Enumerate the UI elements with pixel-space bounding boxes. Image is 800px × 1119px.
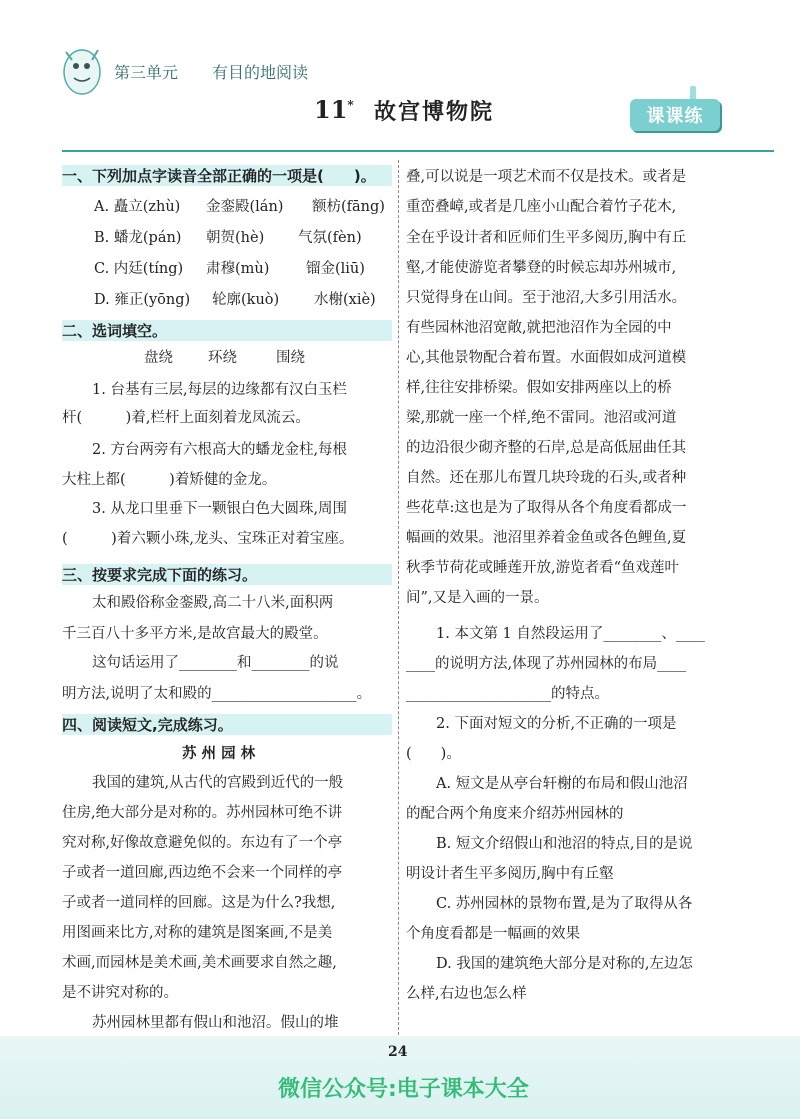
header-rule [62, 150, 774, 152]
rq-line-4: 2. 下面对短文的分析,不正确的一项是 [436, 716, 677, 732]
right-line-8: 样,往往安排桥梁。假如安排两座以上的桥 [406, 380, 672, 396]
rq-line-1: 1. 本文第 1 自然段运用了________、____ [436, 626, 705, 642]
lesson-number: 11* [314, 95, 354, 124]
mascot-icon [56, 40, 108, 100]
lesson-title: 故宫博物院 [374, 99, 495, 125]
passage-line-2: 住房,绝大部分是对称的。苏州园林可绝不讲 [62, 805, 343, 821]
unit-subtitle: 有目的地阅读 [212, 63, 309, 82]
right-line-11: 自然。还在那儿布置几块玲珑的石头,或者种 [406, 470, 687, 486]
rq-line-3: ____________________的特点。 [406, 686, 609, 702]
right-line-3: 全在乎设计者和匠师们生平多阅历,胸中有丘 [406, 230, 687, 246]
passage-line-5: 子或者一道同样的回廊。这是为什么?我想, [62, 895, 336, 911]
right-line-1: 叠,可以说是一项艺术而不仅是技术。或者是 [406, 169, 687, 185]
q1-option-a1: A. 矗立(zhù) [94, 199, 181, 215]
column-divider [398, 160, 400, 1040]
right-line-2: 重峦叠嶂,或者是几座小山配合着竹子花木, [406, 199, 677, 215]
page-number: 24 [388, 1044, 408, 1060]
q3-line-1: 太和殿俗称金銮殿,高二十八米,面积两 [92, 595, 334, 611]
q2-line-2: 杆( )着,栏杆上面刻着龙凤流云。 [62, 410, 310, 426]
q1-title: 一、下列加点字读音全部正确的一项是( )。 [62, 165, 392, 186]
q3-line-3: 这句话运用了________和________的说 [92, 655, 339, 671]
q4-title: 四、阅读短文,完成练习。 [62, 714, 392, 735]
q2-word-1: 盘绕 [144, 350, 173, 366]
passage-line-3: 究对称,好像故意避免似的。东边有了一个亭 [62, 835, 343, 851]
passage-line-6: 用图画来比方,对称的建筑是图案画,不是美 [62, 925, 333, 941]
q1-option-d3: 水榭(xiè) [314, 292, 376, 308]
right-line-4: 壑,才能使游览者攀登的时候忘却苏州城市, [406, 260, 677, 276]
passage-line-7: 术画,而园林是美术画,美术画要求自然之趣, [62, 955, 337, 971]
unit-label: 第三单元 [114, 63, 179, 82]
rq-option-a1: A. 短文是从亭台轩榭的布局和假山池沼 [436, 776, 688, 792]
q2-title: 二、选词填空。 [62, 320, 392, 341]
q2-line-3: 2. 方台两旁有六根高大的蟠龙金柱,每根 [92, 442, 348, 458]
q3-title: 三、按要求完成下面的练习。 [62, 564, 392, 585]
right-line-10: 的边沿很少砌齐整的石岸,总是高低屈曲任其 [406, 440, 687, 456]
right-line-14: 秋季节荷花或睡莲开放,游览者看“鱼戏莲叶 [406, 560, 680, 576]
passage-line-8: 是不讲究对称的。 [62, 985, 178, 1001]
q2-word-3: 围绕 [276, 350, 305, 366]
q1-option-d1: D. 雍正(yōng) [94, 292, 191, 308]
rq-option-a2: 的配合两个角度来介绍苏州园林的 [406, 806, 624, 822]
right-line-12: 些花草:这也是为了取得从各个角度看都成一 [406, 500, 687, 516]
q2-line-4: 大柱上都( )着矫健的金龙。 [62, 472, 277, 488]
passage-title: 苏 州 园 林 [182, 745, 256, 762]
q2-line-6: ( )着六颗小珠,龙头、宝珠正对着宝座。 [62, 531, 354, 547]
rq-line-2: ____的说明方法,体现了苏州园林的布局____ [406, 656, 687, 672]
q1-option-c1: C. 内廷(tíng) [94, 261, 184, 277]
q1-option-d2: 轮廓(kuò) [212, 292, 280, 308]
q2-line-5: 3. 从龙口里垂下一颗银白色大圆珠,周围 [92, 501, 348, 517]
right-line-15: 间”,又是入画的一景。 [406, 590, 549, 606]
right-line-9: 梁,那就一座一个样,绝不雷同。池沼或河道 [406, 410, 677, 426]
practice-badge: 课课练 [630, 99, 720, 131]
rq-option-d1: D. 我国的建筑绝大部分是对称的,左边怎 [436, 956, 693, 972]
watermark-text: 微信公众号:电子课本大全 [278, 1077, 529, 1102]
q1-option-a2: 金銮殿(lán) [206, 199, 284, 215]
rq-option-d2: 么样,右边也怎么样 [406, 986, 527, 1002]
q2-line-1: 1. 台基有三层,每层的边缘都有汉白玉栏 [92, 382, 348, 398]
rq-option-c2: 个角度看都是一幅画的效果 [406, 926, 580, 942]
q1-option-b3: 气氛(fèn) [298, 230, 362, 246]
right-line-6: 有些园林池沼宽敞,就把池沼作为全园的中 [406, 320, 672, 336]
q3-line-2: 千三百八十多平方米,是故宫最大的殿堂。 [62, 626, 328, 642]
passage-line-1: 我国的建筑,从古代的宫殿到近代的一般 [92, 775, 344, 791]
rq-option-b1: B. 短文介绍假山和池沼的特点,目的是说 [436, 836, 693, 852]
q1-option-a3: 额枋(fāng) [312, 199, 385, 215]
rq-option-c1: C. 苏州园林的景物布置,是为了取得从各 [436, 896, 693, 912]
rq-line-5: ( )。 [406, 746, 461, 762]
q3-line-4: 明方法,说明了太和殿的____________________。 [62, 686, 372, 702]
q2-word-2: 环绕 [208, 350, 237, 366]
right-line-7: 心,其他景物配合着布置。水面假如成河道模 [406, 350, 687, 366]
q1-option-b2: 朝贺(hè) [206, 230, 265, 246]
right-line-5: 只觉得身在山间。至于池沼,大多引用活水。 [406, 290, 687, 306]
lesson-mark: * [347, 98, 354, 112]
passage-line-4: 子或者一道回廊,西边绝不会来一个同样的亭 [62, 865, 343, 881]
q1-option-c2: 肃穆(mù) [206, 261, 270, 277]
right-line-13: 幅画的效果。池沼里养着金鱼或各色鲤鱼,夏 [406, 530, 687, 546]
q1-option-b1: B. 蟠龙(pán) [94, 230, 182, 246]
rq-option-b2: 明设计者生平多阅历,胸中有丘壑 [406, 866, 614, 882]
q1-option-c3: 镏金(liū) [306, 261, 365, 277]
passage-line-9: 苏州园林里都有假山和池沼。假山的堆 [92, 1015, 339, 1031]
